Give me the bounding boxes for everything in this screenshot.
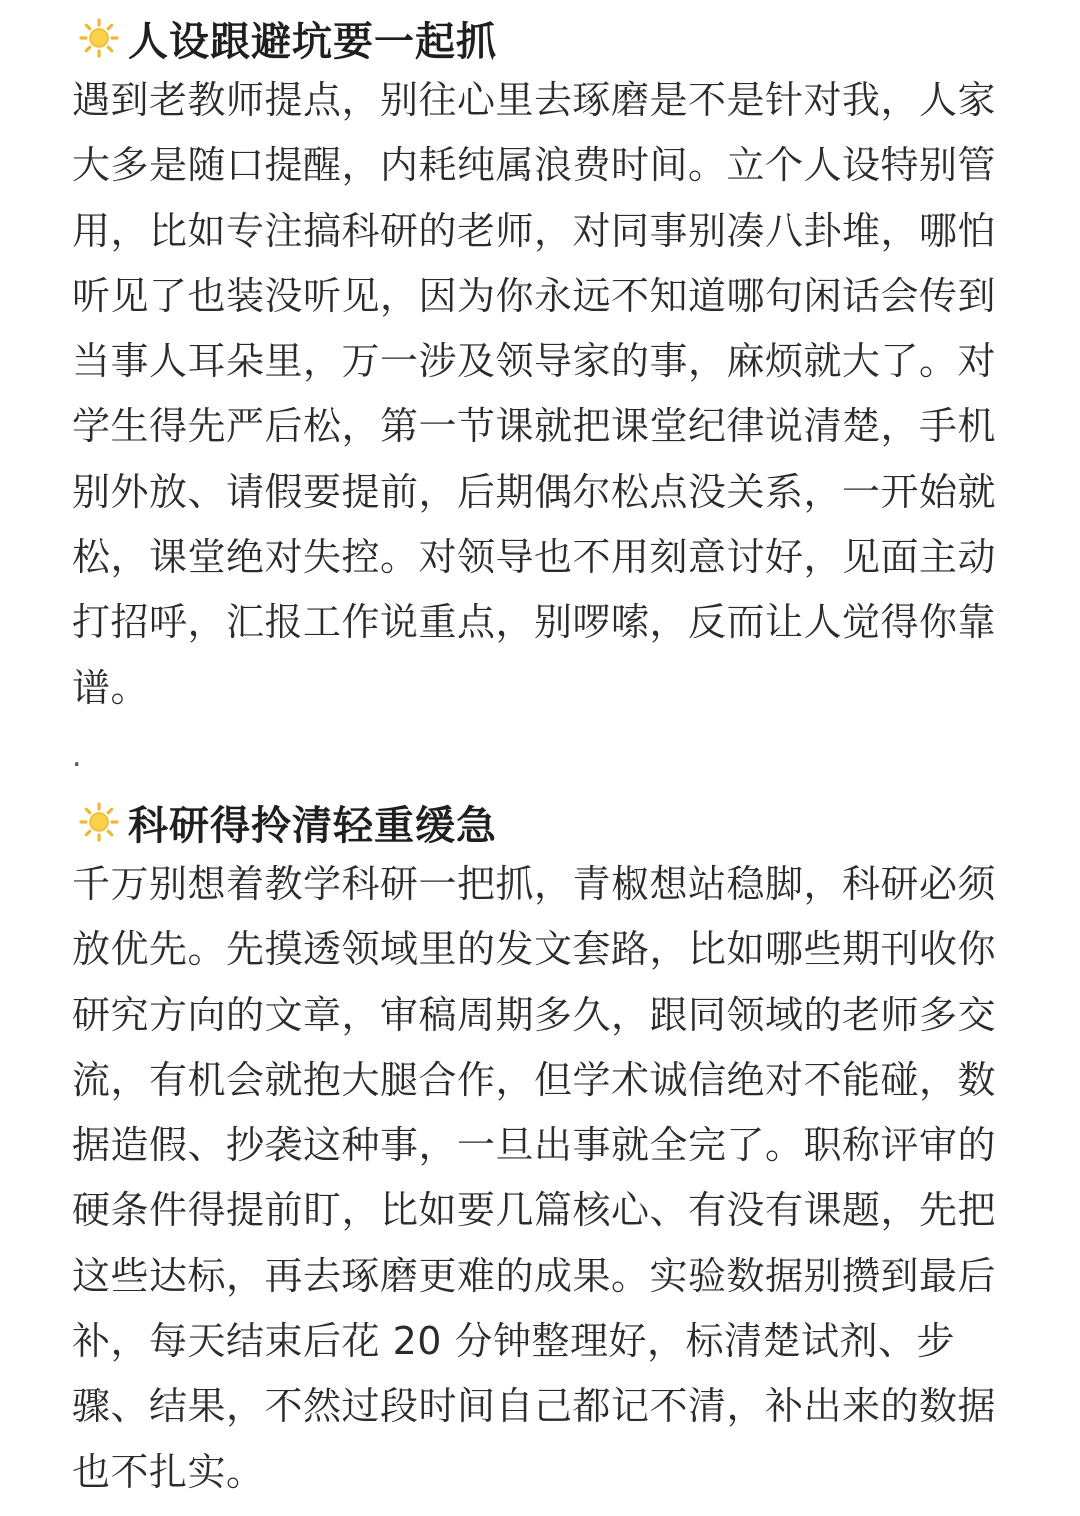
sun-icon — [78, 17, 120, 59]
section-heading — [78, 792, 1012, 852]
section-persona — [72, 8, 1012, 721]
section-heading — [78, 8, 1012, 68]
section-heading-text: 人设跟避坑要一起抓 — [128, 18, 497, 65]
section-heading-text: 科研得拎清轻重缓急 — [128, 802, 497, 849]
section-research — [72, 792, 1012, 1505]
section-body: 千万别想着教学科研一把抓，青椒想站稳脚，科研必须放优先。先摸透领域里的发文套路，比如哪些期刊收你研究方向的文章，审稿周期多久，跟同领域的老师多交流，有机会就抱大腿合作，但学术诚信绝对不能碰，数据造假、抄袭这种事，一旦出事就全完了。职称评审的硬条件得提前盯，比如要几篇核心、有没有课题，先把这些达标，再去琢磨更难的成果。实验数据别攒到最后补，每天结束后花 20 分钟整理好，标清楚试剂、步骤、结果，不然过段时间自己都记不清，补出来的数据也不扎实。 — [72, 862, 997, 1494]
sun-icon — [78, 801, 120, 843]
section-body: 遇到老教师提点，别往心里去琢磨是不是针对我，人家大多是随口提醒，内耗纯属浪费时间。立个人设特别管用，比如专注搞科研的老师，对同事别凑八卦堆，哪怕听见了也装没听见，因为你永远不知道哪句闲话会传到当事人耳朵里，万一涉及领导家的事，麻烦就大了。对学生得先严后松，第一节课就把课堂纪律说清楚，手机别外放、请假要提前，后期偶尔松点没关系，一开始就松，课堂绝对失控。对领导也不用刻意讨好，见面主动打招呼，汇报工作说重点，别啰嗦，反而让人觉得你靠谱。 — [72, 78, 997, 710]
separator-dot: . — [72, 739, 82, 774]
